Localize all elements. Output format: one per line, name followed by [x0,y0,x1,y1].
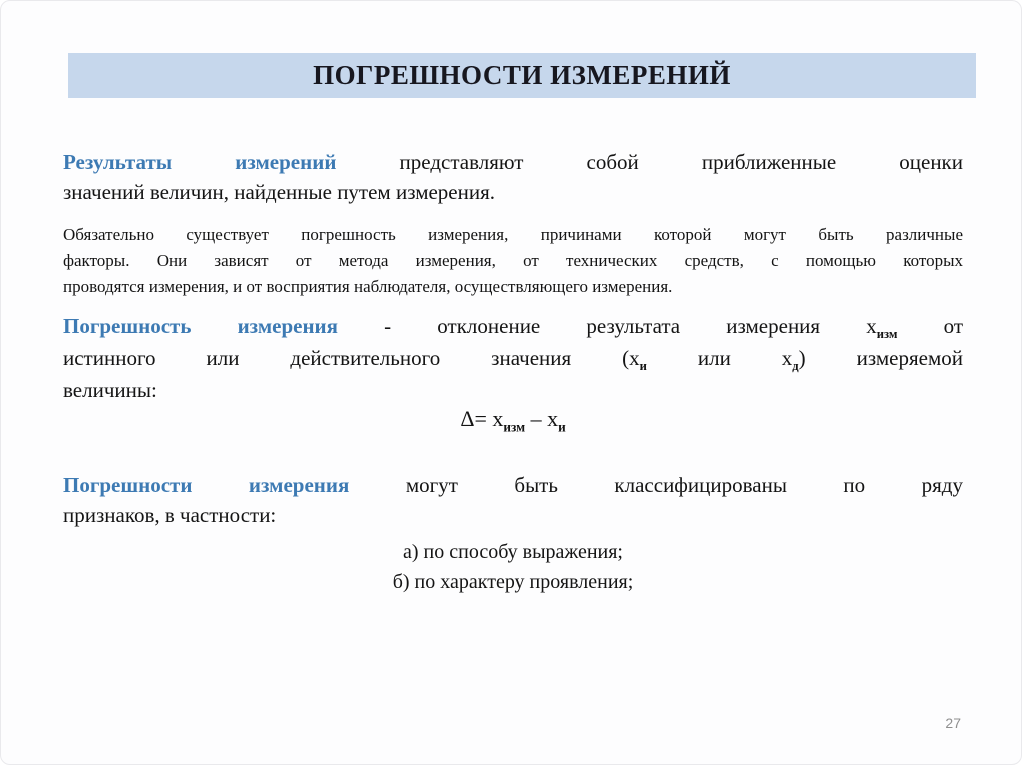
causes-line-3: проводятся измерения, и от восприятия наблюдателя, осуществляющего измерения. [63,277,673,296]
list-item-b: б) по характеру проявления; [392,571,634,593]
definition-line-2-mid: или х [697,346,793,370]
definition-line-3: величины: [63,378,157,402]
intro-line-1-text: представляют собой приближенные оценки [399,150,963,174]
term-error: Погрешность измерения [63,314,339,338]
intro-line-1 [63,147,963,177]
definition-line-2 [63,342,963,374]
error-formula [63,403,963,435]
formula-subscript-i: и [558,419,566,435]
definition-line-1-end: от [943,314,964,338]
classification-paragraph [63,470,963,530]
classification-line-1 [63,470,963,500]
term-results: Результаты измерений [63,150,337,174]
slide-title: ПОГРЕШНОСТИ ИЗМЕРЕНИЙ [313,60,731,90]
formula-minus: – х [530,406,559,431]
definition-line-1-text: - отклонение результата измерения х [384,314,877,338]
subscript-i: и [639,359,647,374]
subscript-d: д [792,359,799,374]
term-errors: Погрешности измерения [63,473,350,497]
intro-paragraph [63,147,963,207]
classification-line-2: признаков, в частности: [63,503,277,527]
classification-line-1-text: могут быть классифицированы по ряду [405,473,963,497]
formula-subscript-izm: изм [503,419,526,435]
intro-line-2: значений величин, найденные путем измерения. [63,180,496,204]
definition-line-2-end: ) измеряемой [798,346,963,370]
definition-line-2-text: истинного или действительного значения (х [63,346,640,370]
list-item-a: а) по способу выражения; [403,541,623,563]
subscript-izm: изм [876,327,898,342]
definition-line-1 [63,310,963,342]
definition-paragraph [63,310,963,406]
title-banner [68,53,976,98]
page-number: 27 [945,715,961,731]
classification-list [63,537,963,597]
causes-line-1: Обязательно существует погрешность измерения, причинами которой могут быть различные [63,225,963,244]
causes-paragraph [63,222,963,300]
formula-delta: Δ= х [460,406,504,431]
causes-line-2: факторы. Они зависят от метода измерения, от технических средств, с помощью которых [63,251,963,270]
